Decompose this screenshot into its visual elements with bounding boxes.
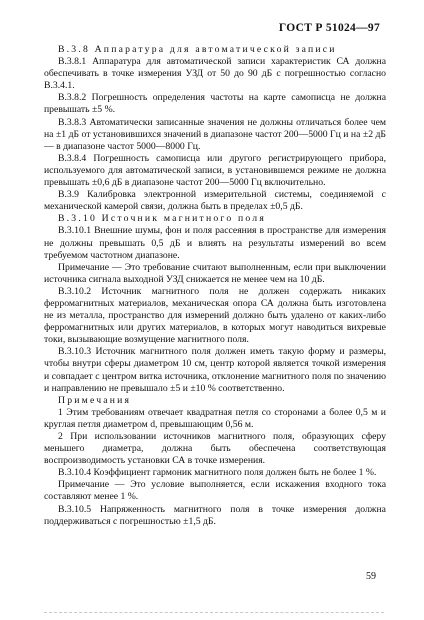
paragraph: В.3.8.2 Погрешность определения частоты на карте самописца не должна превышать ±5 %.	[44, 92, 386, 116]
footer-rule	[44, 612, 384, 613]
note-item: 2 При использовании источников магнитного поля, образующих сферу меньшего диаметра, должна быть обеспечена соответствующая воспроизводимость установки СА в точке измерения.	[44, 431, 386, 467]
note-item: 1 Этим требованиям отвечает квадратная петля со сторонами a более 0,5 м и круглая петля диаметром d, превышающим 0,56 м.	[44, 406, 386, 430]
section-heading: В.3.10 Источник магнитного поля	[58, 213, 266, 225]
paragraph: В.3.10.5 Напряженность магнитного поля в точке измерения должна поддерживаться с погрешностью ±1,5 дБ.	[44, 503, 386, 527]
document-body	[44, 44, 386, 528]
notes-heading: Примечания	[58, 394, 132, 406]
paragraph: В.3.10.1 Внешние шумы, фон и поля рассеяния в пространстве для измерения не должны превышать 0,5 дБ и влиять на результаты измерений во всем требуемом частотном диапазоне.	[44, 225, 386, 261]
document-header: ГОСТ Р 51024—97	[278, 22, 380, 34]
paragraph: В.3.8.1 Аппаратура для автоматической записи характеристик СА должна обеспечивать в точке измерения УЗД от 50 до 90 дБ с погрешностью согласно В.3.4.1.	[44, 56, 386, 92]
paragraph: В.3.10.3 Источник магнитного поля должен иметь такую форму и размеры, чтобы внутри сферы диаметром 10 см, центр которой является точкой измерения и совпадает с центром витка источника, отклонение магнитного поля по значению и направлению не превышало ±5 и ±10 % соответственно.	[44, 346, 386, 394]
paragraph: В.3.8.4 Погрешность самописца или другого регистрирующего прибора, используемого для автоматической записи, в установившемся режиме не должна превышать ±0,6 дБ в диапазоне частот 200—5000 Гц включительно.	[44, 152, 386, 189]
paragraph: В.3.10.2 Источник магнитного поля не должен содержать никаких ферромагнитных материалов, механическая опора СА должна быть изготовлена не из металла, пространство для измерений должно быть удалено от каких-либо ферромагнитных или других материалов, в которых могут наводиться вихревые токи, вызывающие возмущение магнитного поля.	[44, 285, 386, 346]
paragraph: В.3.10.4 Коэффициент гармоник магнитного поля должен быть не более 1 %.	[58, 467, 377, 479]
paragraph: В.3.9 Калибровка электронной измерительной системы, соединяемой с механической камерой связи, должна быть в пределах ±0,5 дБ.	[44, 189, 386, 213]
paragraph: В.3.8.3 Автоматически записанные значения не должны отличаться более чем на ±1 дБ от установившихся значений в диапазоне частот 200—5000 Гц и на ±2 дБ — в диапазоне частот 5000—8000 Гц.	[44, 116, 386, 152]
page-number: 59	[366, 571, 376, 582]
note: Примечание — Это условие выполняется, если искажения входного тока составляют менее 1 %.	[44, 479, 386, 503]
section-heading: В.3.8 Аппаратура для автоматической записи	[58, 44, 337, 55]
note: Примечание — Это требование считают выполненным, если при выключении источника сигнала выходной УЗД снижается не менее чем на 10 дБ.	[44, 261, 386, 285]
